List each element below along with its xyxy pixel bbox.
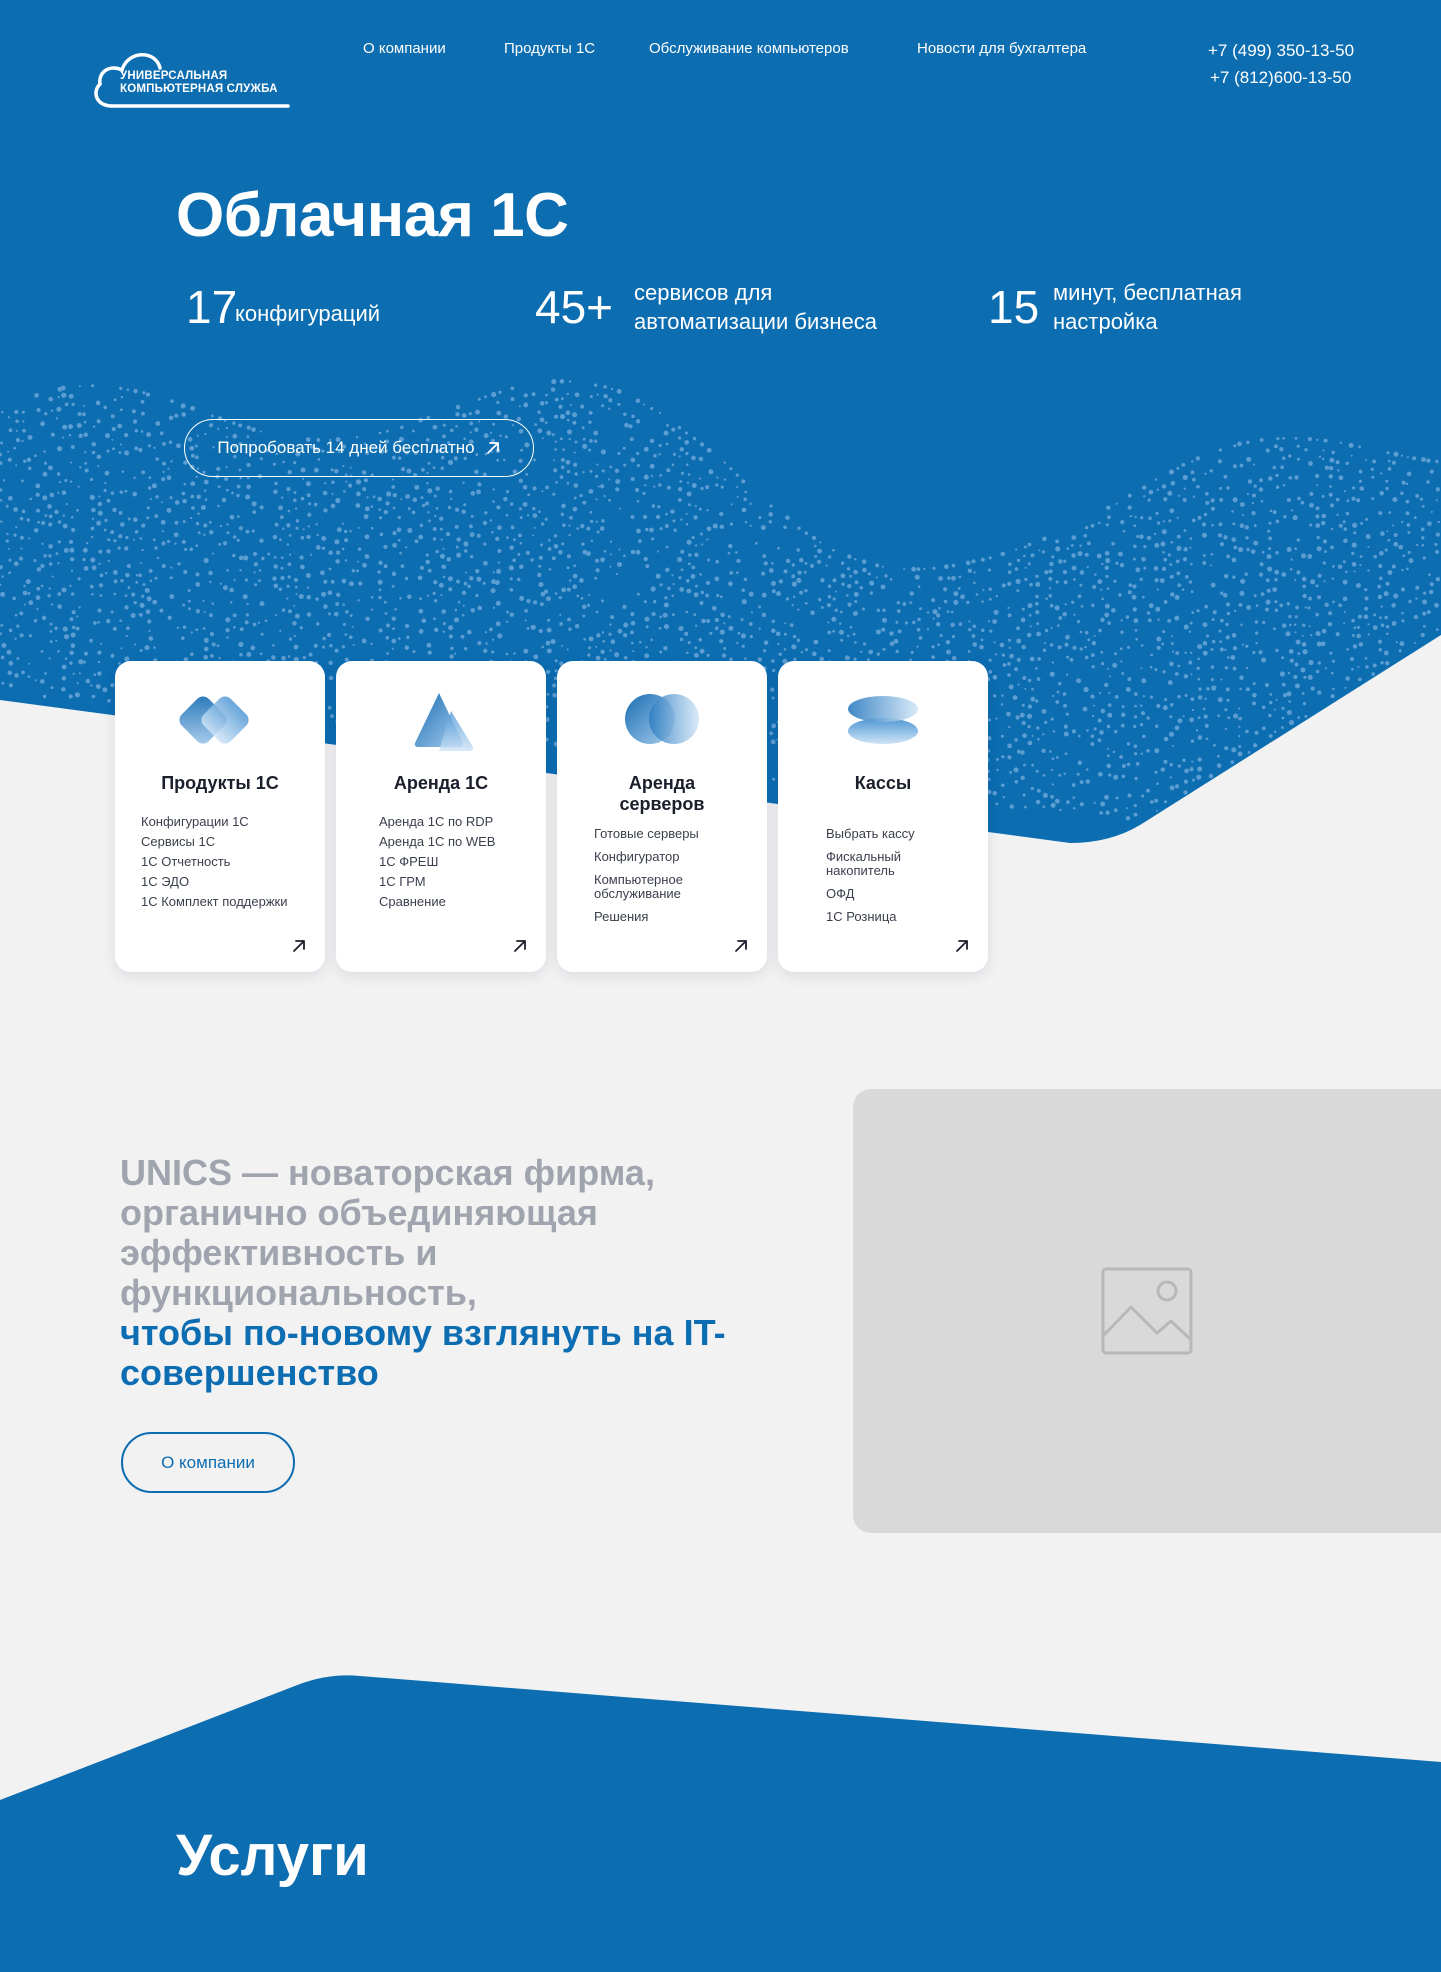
- arrow-up-right-icon[interactable]: [954, 938, 970, 954]
- card-link[interactable]: Аренда 1С по WEB: [379, 834, 496, 849]
- card-link[interactable]: Аренда 1С по RDP: [379, 814, 494, 829]
- card-link[interactable]: Сервисы 1С: [141, 834, 216, 849]
- card-link[interactable]: Конфигурации 1С: [141, 814, 249, 829]
- card-link[interactable]: 1С Розница: [826, 909, 897, 924]
- card-title: [557, 773, 767, 815]
- arrow-up-right-icon[interactable]: [733, 938, 749, 954]
- stat-text: [634, 278, 877, 336]
- stat-text-line: автоматизации бизнеса: [634, 309, 877, 334]
- free-trial-label: Попробовать 14 дней бесплатно: [217, 438, 475, 457]
- stat-number: 17: [186, 281, 238, 333]
- card-title: [115, 773, 325, 794]
- arrow-up-right-icon[interactable]: [512, 938, 528, 954]
- image-icon: [1101, 1267, 1193, 1355]
- stat-text-line: конфигураций: [235, 301, 381, 326]
- phone-spb[interactable]: +7 (812)600-13-50: [1210, 68, 1352, 87]
- card-link[interactable]: ОФД: [826, 886, 855, 901]
- card-title: [778, 773, 988, 794]
- card-link[interactable]: Фискальный накопитель: [826, 849, 901, 878]
- card-products-1c[interactable]: [115, 661, 325, 972]
- logo-text-line1: УНИВЕРСАЛЬНАЯ: [120, 70, 228, 82]
- card-cash-registers[interactable]: [778, 661, 988, 972]
- diamonds-icon: [170, 687, 270, 757]
- stat-text-line: минут, бесплатная: [1053, 280, 1242, 305]
- card-links: [141, 815, 288, 909]
- stat-text: [235, 299, 380, 328]
- card-link[interactable]: Решения: [594, 909, 649, 924]
- card-link[interactable]: 1С ЭДО: [141, 874, 190, 889]
- stat-text-line: настройка: [1053, 309, 1158, 334]
- arrow-up-right-icon[interactable]: [291, 938, 307, 954]
- phone-moscow[interactable]: +7 (499) 350-13-50: [1208, 41, 1355, 60]
- services-title: Услуги: [176, 1823, 369, 1888]
- card-links: [594, 827, 744, 924]
- card-link[interactable]: 1С Отчетность: [141, 854, 231, 869]
- card-link[interactable]: 1С ФРЕШ: [379, 854, 439, 869]
- discs-icon: [833, 687, 933, 757]
- circles-icon: [612, 687, 712, 757]
- company-logo[interactable]: [92, 40, 292, 110]
- card-title-line: Продукты 1С: [161, 773, 279, 793]
- card-rent-servers[interactable]: [557, 661, 767, 972]
- card-title: [336, 773, 546, 794]
- stat-text: [1053, 278, 1242, 336]
- card-links: [826, 827, 946, 924]
- card-link[interactable]: Выбрать кассу: [826, 826, 915, 841]
- nav-computer-service[interactable]: Обслуживание компьютеров: [649, 40, 849, 57]
- arrow-up-right-icon: [485, 440, 501, 456]
- about-statement-grey: UNICS — новаторская фирма, органично объединяющая эффективность и функциональность,: [120, 1152, 655, 1313]
- stat-number: 45+: [535, 281, 614, 333]
- card-title-line: Аренда: [628, 773, 696, 793]
- card-links: [379, 815, 495, 909]
- card-link[interactable]: 1С ГРМ: [379, 874, 426, 889]
- hero-title: Облачная 1С: [176, 181, 569, 250]
- card-title-line: Кассы: [854, 773, 912, 793]
- nav-about[interactable]: О компании: [363, 40, 446, 57]
- card-rent-1c[interactable]: [336, 661, 546, 972]
- about-statement-blue: чтобы по-новому взглянуть на IT-совершенство: [120, 1312, 726, 1393]
- card-link[interactable]: Сравнение: [379, 894, 446, 909]
- nav-products[interactable]: Продукты 1С: [504, 40, 596, 57]
- free-trial-button[interactable]: [184, 419, 534, 477]
- nav-accountant-news[interactable]: Новости для бухгалтера: [917, 40, 1087, 57]
- stat-number: 15: [988, 281, 1040, 333]
- card-title-line: Аренда 1С: [393, 773, 489, 793]
- card-link[interactable]: Конфигуратор: [594, 849, 680, 864]
- image-placeholder: [853, 1089, 1441, 1533]
- logo-text-line2: КОМПЬЮТЕРНАЯ СЛУЖБА: [120, 83, 278, 95]
- card-link[interactable]: Готовые серверы: [594, 826, 699, 841]
- card-link[interactable]: Компьютерное обслуживание: [594, 872, 683, 901]
- triangles-icon: [391, 687, 491, 757]
- stat-text-line: сервисов для: [634, 280, 773, 305]
- card-link[interactable]: 1С Комплект поддержки: [141, 894, 288, 909]
- about-company-button[interactable]: О компании: [121, 1432, 295, 1493]
- card-title-line: серверов: [619, 794, 705, 814]
